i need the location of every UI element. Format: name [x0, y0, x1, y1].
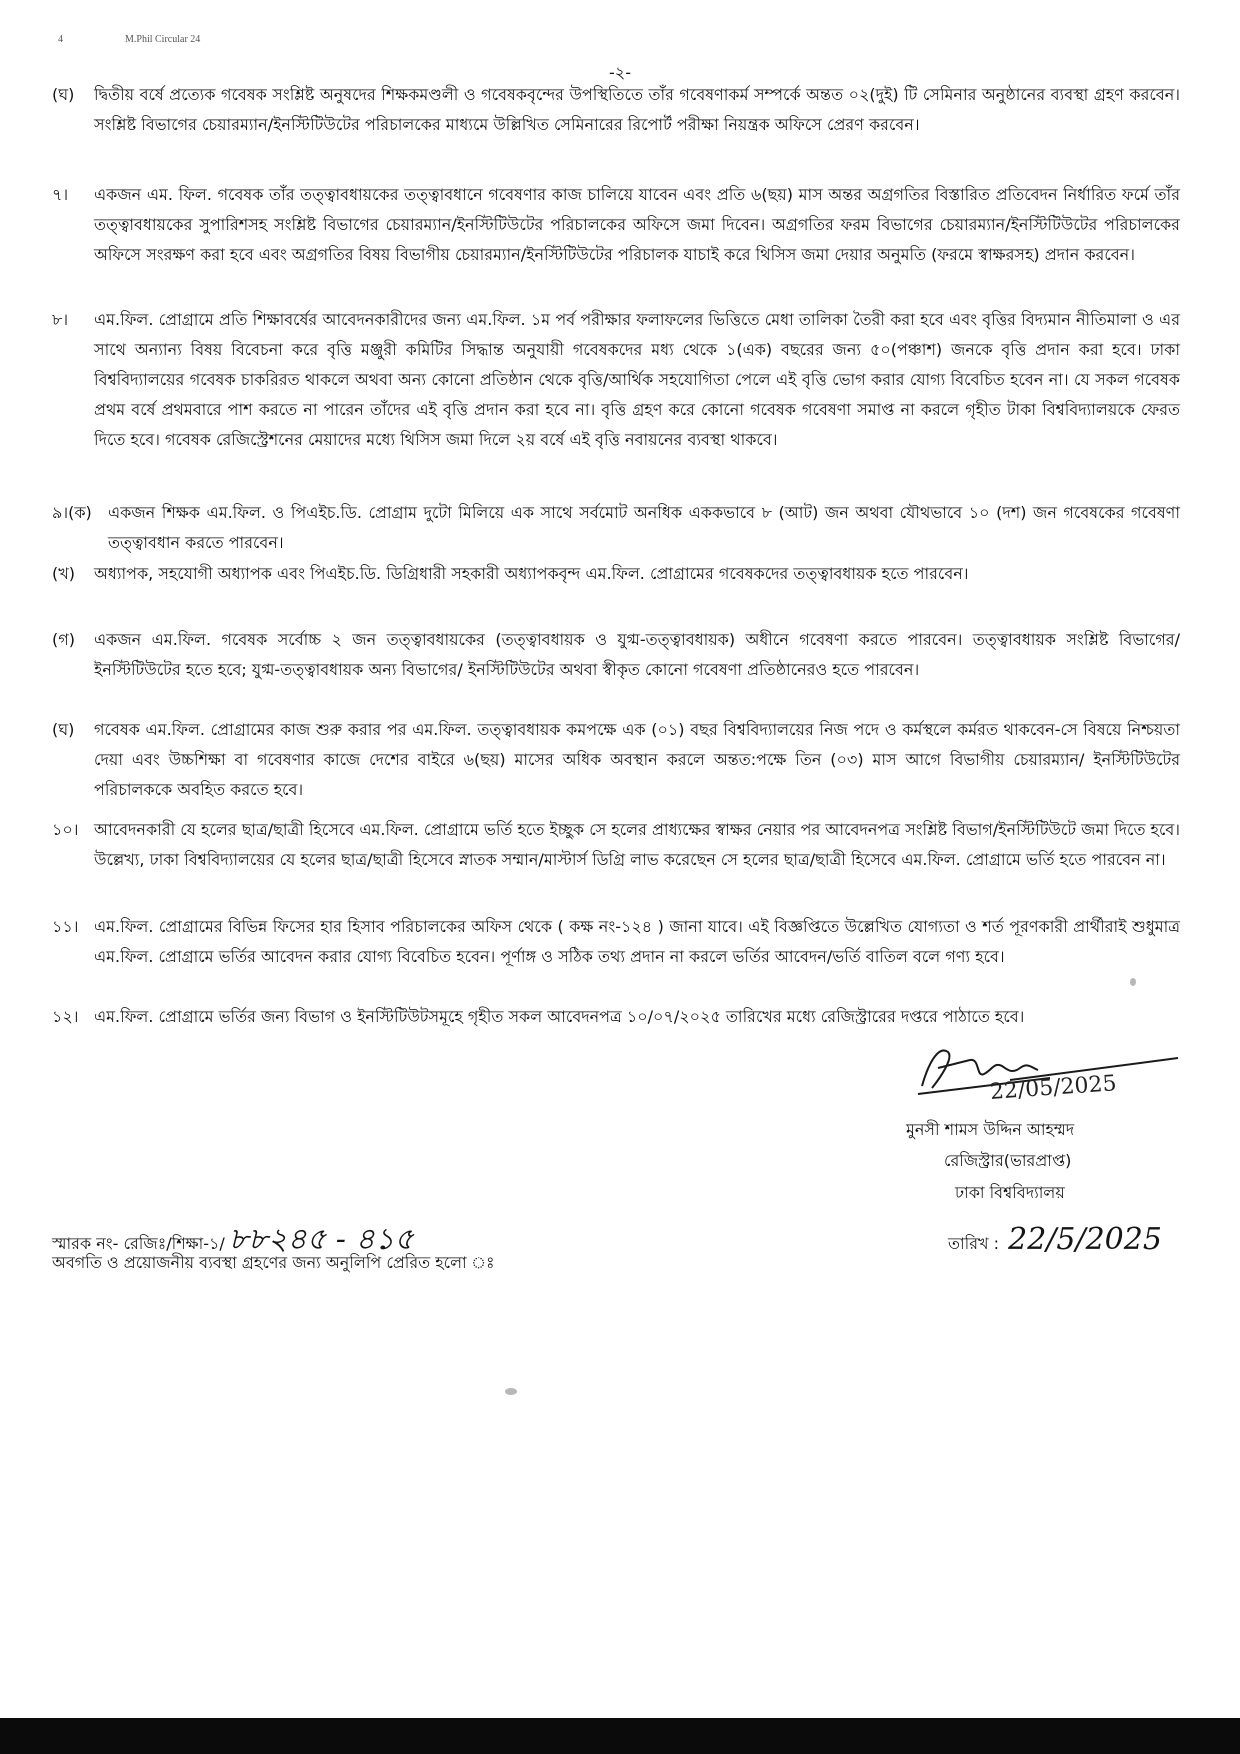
scan-speck: [1130, 978, 1136, 986]
clause-label: ১১।: [52, 917, 79, 936]
clause-8: [52, 305, 1180, 455]
clause-6-gha: [52, 80, 1180, 140]
clause-9-gha: [52, 715, 1180, 805]
clause-text: গবেষক এম.ফিল. প্রোগ্রামের কাজ শুরু করার পর এম.ফিল. তত্ত্বাবধায়ক কমপক্ষে এক (০১) বছর বিশ্ববিদ্যালয়ের নিজ পদে ও কর্মস্থলে কর্মরত থাকবেন-সে বিষয়ে নিশ্চয়তা দেয়া এবং উচ্চশিক্ষা বা গবেষণার কাজে দেশের বাইরে ৬(ছয়) মাসের অধিক অবস্থান করলে অন্তত:পক্ষে তিন (০৩) মাস আগে বিভাগীয় চেয়ারম্যান/ ইনস্টিটিউটের পরিচালককে অবহিত করতে হবে।: [94, 720, 1180, 799]
memo-handwritten-number: ৮৮২৪৫ - ৪১৫: [228, 1222, 414, 1257]
clause-7: [52, 180, 1180, 270]
clause-text: এম.ফিল. প্রোগ্রামে প্রতি শিক্ষাবর্ষের আবেদনকারীদের জন্য এম.ফিল. ১ম পর্ব পরীক্ষার ফলাফলের ভিত্তিতে মেধা তালিকা তৈরী করা হবে এবং বৃত্তির বিদ্যমান নীতিমালা ও এর সাথে অন্যান্য বিষয় বিবেচনা করে বৃত্তি মঞ্জুরী কমিটির সিদ্ধান্ত অনুযায়ী গবেষকদের মধ্য থেকে ১(এক) বছরের জন্য ৫০(পঞ্চাশ) জনকে বৃত্তি প্রদান করা হবে। ঢাকা বিশ্ববিদ্যালয়ের গবেষক চাকরিরত থাকলে অথবা অন্য কোনো প্রতিষ্ঠান থেকে বৃত্তি/আর্থিক সহযোগিতা পেলে এই বৃত্তি ভোগ করার যোগ্য বিবেচিত হবেন না। যে সকল গবেষক প্রথম বর্ষে প্রথমবারে পাশ করতে না পারেন তাঁদের এই বৃত্তি প্রদান করা হবে না। বৃত্তি গ্রহণ করে কোনো গবেষক গবেষণা সমাপ্ত না করলে গৃহীত টাকা বিশ্ববিদ্যালয়কে ফেরত দিতে হবে। গবেষক রেজিস্ট্রেশনের মেয়াদের মধ্যে থিসিস জমা দিলে ২য় বর্ষে এই বৃত্তি নবায়নের ব্যবস্থা থাকবে।: [94, 310, 1180, 449]
clause-label: ৯।(ক): [52, 503, 92, 522]
clause-text: এম.ফিল. প্রোগ্রামের বিভিন্ন ফিসের হার হিসাব পরিচালকের অফিস থেকে ( কক্ষ নং-১২৪ ) জানা যাবে। এই বিজ্ঞপ্তিতে উল্লেখিত যোগ্যতা ও শর্ত পূরণকারী প্রার্থীরাই শুধুমাত্র এম.ফিল. প্রোগ্রামে ভর্তির আবেদন করার যোগ্য বিবেচিত হবেন। পূর্ণাঙ্গ ও সঠিক তথ্য প্রদান না করলে ভর্তির আবেদন/ভর্তি বাতিল বলে গণ্য হবে।: [94, 917, 1180, 966]
signatory-designation: রেজিস্ট্রার(ভারপ্রাপ্ত): [944, 1151, 1072, 1170]
clause-text: দ্বিতীয় বর্ষে প্রত্যেক গবেষক সংশ্লিষ্ট অনুষদের শিক্ষকমণ্ডলী ও গবেষকবৃন্দের উপস্থিতিতে তাঁর গবেষণাকর্ম সম্পর্কে অন্তত ০২(দুই) টি সেমিনার অনুষ্ঠানের ব্যবস্থা গ্রহণ করবেন। সংশ্লিষ্ট বিভাগের চেয়ারম্যান/ইনস্টিটিউটের পরিচালকের মাধ্যমে উল্লিখিত সেমিনারের রিপোর্ট পরীক্ষা নিয়ন্ত্রক অফিসে প্রেরণ করবেন।: [94, 85, 1180, 134]
signatory-name: মুনসী শামস উদ্দিন আহম্মদ: [906, 1120, 1075, 1139]
clause-label: (খ): [52, 564, 75, 583]
clause-9-ga: [52, 625, 1180, 685]
clause-label: (ঘ): [52, 720, 75, 739]
page-number: 4: [58, 34, 63, 45]
scan-speck: [505, 1388, 517, 1395]
clause-text: একজন এম. ফিল. গবেষক তাঁর তত্ত্বাবধায়কের তত্ত্বাবধানে গবেষণার কাজ চালিয়ে যাবেন এবং প্রতি ৬(ছয়) মাস অন্তর অগ্রগতির বিস্তারিত প্রতিবেদন নির্ধারিত ফর্মে তাঁর তত্ত্বাবধায়কের সুপারিশসহ সংশ্লিষ্ট বিভাগের চেয়ারম্যান/ইনস্টিটিউটের পরিচালকের অফিসে জমা দিবেন। অগ্রগতির ফরম বিভাগের চেয়ারম্যান/ইনস্টিটিউটের পরিচালকের অফিসে সংরক্ষণ করা হবে এবং অগ্রগতির বিষয় বিভাগীয় চেয়ারম্যান/ইনস্টিটিউটের পরিচালক যাচাই করে থিসিস জমা দেয়ার অনুমতি (ফরমে স্বাক্ষরসহ) প্রদান করবেন।: [94, 185, 1180, 264]
clause-11: [52, 912, 1180, 972]
date-line: [948, 1222, 1162, 1258]
clause-12: [52, 1002, 1180, 1032]
circular-label: M.Phil Circular 24: [125, 34, 201, 45]
clause-label: ৮।: [52, 310, 69, 329]
clause-label: ১০।: [52, 820, 79, 839]
clause-text: একজন শিক্ষক এম.ফিল. ও পিএইচ.ডি. প্রোগ্রাম দুটো মিলিয়ে এক সাথে সর্বমোট অনধিক এককভাবে ৮ (আট) জন অথবা যৌথভাবে ১০ (দশ) জন গবেষকের গবেষণা তত্ত্বাবধান করতে পারবেন।: [108, 503, 1180, 552]
clause-label: ৭।: [52, 185, 69, 204]
copy-distribution-line: অবগতি ও প্রয়োজনীয় ব্যবস্থা গ্রহণের জন্য অনুলিপি প্রেরিত হলো ঃ: [52, 1253, 495, 1272]
clause-text: অধ্যাপক, সহযোগী অধ্যাপক এবং পিএইচ.ডি. ডিগ্রিধারী সহকারী অধ্যাপকবৃন্দ এম.ফিল. প্রোগ্রামের গবেষকদের তত্ত্বাবধায়ক হতে পারবেন।: [94, 564, 969, 583]
signatory-institution: ঢাকা বিশ্ববিদ্যালয়: [955, 1183, 1065, 1202]
date-handwritten-value: 22/5/2025: [1008, 1222, 1162, 1257]
clause-text: এম.ফিল. প্রোগ্রামে ভর্তির জন্য বিভাগ ও ইনস্টিটিউটসমূহে গৃহীত সকল আবেদনপত্র ১০/০৭/২০২৫ তারিখের মধ্যে রেজিস্ট্রারের দপ্তরে পাঠাতে হবে।: [94, 1007, 1025, 1026]
clause-9-kha: [52, 559, 1180, 589]
clause-text: আবেদনকারী যে হলের ছাত্র/ছাত্রী হিসেবে এম.ফিল. প্রোগ্রামে ভর্তি হতে ইচ্ছুক সে হলের প্রাধ্যক্ষের স্বাক্ষর নেয়ার পর আবেদনপত্র সংশ্লিষ্ট বিভাগ/ইনস্টিটিউটে জমা দিতে হবে। উল্লেখ্য, ঢাকা বিশ্ববিদ্যালয়ের যে হলের ছাত্র/ছাত্রী হিসেবে স্নাতক সম্মান/মাস্টার্স ডিগ্রি লাভ করেছেন সে হলের ছাত্র/ছাত্রী হিসেবে এম.ফিল. প্রোগ্রামে ভর্তি হতে পারবেন না।: [94, 820, 1181, 869]
clause-text: একজন এম.ফিল. গবেষক সর্বোচ্চ ২ জন তত্ত্বাবধায়কের (তত্ত্বাবধায়ক ও যুগ্ম-তত্ত্বাবধায়ক) অধীনে গবেষণা করতে পারবেন। তত্ত্বাবধায়ক সংশ্লিষ্ট বিভাগের/ইনস্টিটিউটের হতে হবে; যুগ্ম-তত্ত্বাবধায়ক অন্য বিভাগের/ ইনস্টিটিউটের অথবা স্বীকৃত কোনো গবেষণা প্রতিষ্ঠানেরও হতে পারবেন।: [94, 630, 1180, 679]
date-label: তারিখ :: [948, 1234, 1000, 1253]
clause-label: (ঘ): [52, 85, 75, 104]
clause-label: ১২।: [52, 1007, 79, 1026]
clause-label: (গ): [52, 630, 75, 649]
memo-label: স্মারক নং- রেজিঃ/শিক্ষা-১/: [52, 1234, 225, 1253]
clause-10: [52, 815, 1180, 875]
scan-edge-bar: [0, 1718, 1240, 1754]
clause-9-ka: [52, 498, 1180, 558]
signature-handwritten-date: 22/05/2025: [989, 1071, 1118, 1105]
page-marker: -২-: [609, 63, 631, 82]
